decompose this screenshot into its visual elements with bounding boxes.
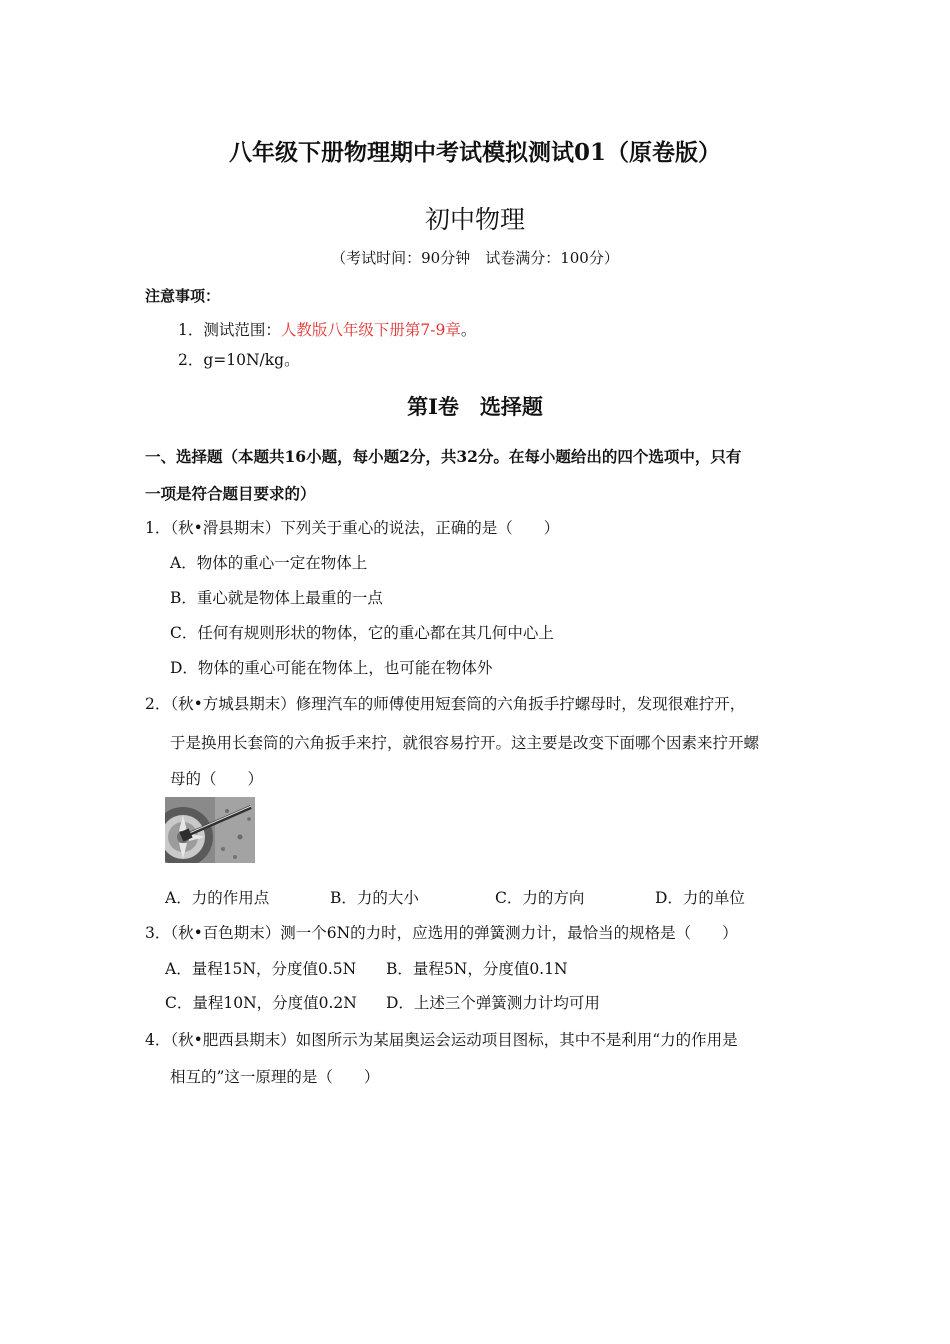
question-1-option-a: A．物体的重心一定在物体上 bbox=[170, 554, 368, 572]
notes-heading: 注意事项： bbox=[145, 287, 221, 305]
subject-title: 初中物理 bbox=[424, 205, 525, 234]
document-title: 八年级下册物理期中考试模拟测试01（原卷版） bbox=[228, 139, 721, 166]
question-1-stem: 1．（秋•滑县期末）下列关于重心的说法，正确的是（ ） bbox=[145, 519, 560, 537]
question-1-option-d: D．物体的重心可能在物体上，也可能在物体外 bbox=[170, 659, 493, 677]
wrench-wheel-photo bbox=[165, 797, 255, 863]
note-item-1-suffix: 。 bbox=[460, 321, 477, 339]
question-3-option-a: A．量程15N，分度值0.5N bbox=[165, 960, 357, 978]
question-3-option-d: D．上述三个弹簧测力计均可用 bbox=[386, 994, 600, 1012]
question-4-stem-line-1: 4．（秋•肥西县期末）如图所示为某届奥运会运动项目图标，其中不是利用“力的作用是 bbox=[145, 1031, 738, 1049]
part-heading-line-2: 一项是符合题目要求的） bbox=[145, 484, 316, 503]
question-2-option-a: A．力的作用点 bbox=[165, 889, 270, 907]
section-title: 第Ⅰ卷 选择题 bbox=[407, 394, 543, 419]
note-item-1-prefix: 1．测试范围： bbox=[178, 321, 281, 339]
question-2-stem-line-1: 2．（秋•方城县期末）修理汽车的师傅使用短套筒的六角扳手拧螺母时，发现很难拧开， bbox=[145, 695, 746, 713]
question-1-option-b: B．重心就是物体上最重的一点 bbox=[170, 589, 383, 607]
question-2-option-b: B．力的大小 bbox=[330, 889, 419, 907]
question-2-stem-line-3: 母的（ ） bbox=[170, 770, 264, 788]
question-2-option-c: C．力的方向 bbox=[495, 889, 585, 907]
question-3-option-b: B．量程5N，分度值0.1N bbox=[386, 960, 568, 978]
note-item-1 bbox=[178, 318, 476, 340]
question-3-option-c: C．量程10N，分度值0.2N bbox=[165, 994, 357, 1012]
question-2-stem-line-2: 于是换用长套筒的六角扳手来拧，就很容易拧开。这主要是改变下面哪个因素来拧开螺 bbox=[170, 734, 760, 752]
question-2-option-d: D．力的单位 bbox=[655, 889, 745, 907]
question-3-stem: 3．（秋•百色期末）测一个6N的力时，应选用的弹簧测力计，最恰当的规格是（ ） bbox=[145, 924, 738, 942]
question-1-option-c: C．任何有规则形状的物体，它的重心都在其几何中心上 bbox=[170, 624, 554, 642]
note-item-1-highlight: 人教版八年级下册第7-9章 bbox=[280, 321, 461, 339]
part-heading-line-1: 一、选择题（本题共16小题，每小题2分，共32分。在每小题给出的四个选项中，只有 bbox=[145, 447, 742, 466]
note-item-2: 2．g=10N/kg。 bbox=[178, 351, 300, 369]
exam-info: （考试时间：90分钟 试卷满分：100分） bbox=[331, 249, 619, 267]
question-4-stem-line-2: 相互的”这一原理的是（ ） bbox=[170, 1068, 380, 1086]
